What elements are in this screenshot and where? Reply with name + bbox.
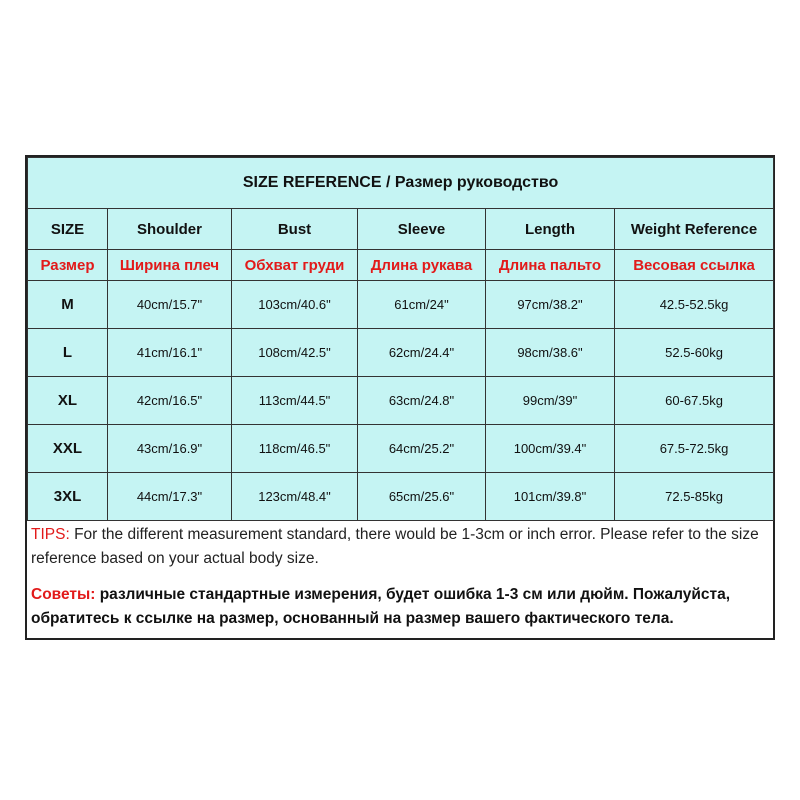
bust-cell: 118cm/46.5" <box>232 425 358 473</box>
length-cell: 98cm/38.6" <box>486 329 615 377</box>
length-cell: 101cm/39.8" <box>486 473 615 521</box>
tips-text: For the different measurement standard, there would be 1-3cm or inch error. Please refer to the size reference based on your actual body size. <box>31 526 759 567</box>
table-row <box>28 329 774 377</box>
length-cell: 97cm/38.2" <box>486 281 615 329</box>
length-cell: 99cm/39" <box>486 377 615 425</box>
weight-cell: 72.5-85kg <box>615 473 774 521</box>
size-cell: L <box>28 329 108 377</box>
header-size-ru: Размер <box>28 250 108 281</box>
bust-cell: 108cm/42.5" <box>232 329 358 377</box>
tips-section <box>27 521 773 631</box>
tips-label-ru: Советы: <box>31 586 96 603</box>
table-row <box>28 377 774 425</box>
header-sleeve-ru: Длина рукава <box>358 250 486 281</box>
shoulder-cell: 41cm/16.1" <box>108 329 232 377</box>
sleeve-cell: 63cm/24.8" <box>358 377 486 425</box>
table-row <box>28 473 774 521</box>
header-bust: Bust <box>232 209 358 250</box>
weight-cell: 52.5-60kg <box>615 329 774 377</box>
header-shoulder: Shoulder <box>108 209 232 250</box>
size-cell: M <box>28 281 108 329</box>
table-row <box>28 281 774 329</box>
header-size: SIZE <box>28 209 108 250</box>
weight-cell: 42.5-52.5kg <box>615 281 774 329</box>
shoulder-cell: 43cm/16.9" <box>108 425 232 473</box>
header-weight-ru: Весовая ссылка <box>615 250 774 281</box>
bust-cell: 103cm/40.6" <box>232 281 358 329</box>
sleeve-cell: 65cm/25.6" <box>358 473 486 521</box>
tips-english <box>31 523 769 571</box>
header-weight: Weight Reference <box>615 209 774 250</box>
shoulder-cell: 42cm/16.5" <box>108 377 232 425</box>
header-length-ru: Длина пальто <box>486 250 615 281</box>
size-cell: 3XL <box>28 473 108 521</box>
header-row-english <box>28 209 774 250</box>
shoulder-cell: 44cm/17.3" <box>108 473 232 521</box>
sleeve-cell: 61cm/24" <box>358 281 486 329</box>
bust-cell: 113cm/44.5" <box>232 377 358 425</box>
tips-text-ru: различные стандартные измерения, будет ошибка 1-3 см или дюйм. Пожалуйста, обратитесь к ссылке на размер, основанный на размер вашего фактического тела. <box>31 586 731 627</box>
header-bust-ru: Обхват груди <box>232 250 358 281</box>
weight-cell: 60-67.5kg <box>615 377 774 425</box>
size-chart <box>25 155 775 640</box>
weight-cell: 67.5-72.5kg <box>615 425 774 473</box>
size-cell: XL <box>28 377 108 425</box>
size-cell: XXL <box>28 425 108 473</box>
length-cell: 100cm/39.4" <box>486 425 615 473</box>
shoulder-cell: 40cm/15.7" <box>108 281 232 329</box>
sleeve-cell: 64cm/25.2" <box>358 425 486 473</box>
bust-cell: 123cm/48.4" <box>232 473 358 521</box>
header-shoulder-ru: Ширина плеч <box>108 250 232 281</box>
header-row-russian <box>28 250 774 281</box>
sleeve-cell: 62cm/24.4" <box>358 329 486 377</box>
header-sleeve: Sleeve <box>358 209 486 250</box>
tips-label: TIPS: <box>31 526 70 543</box>
header-length: Length <box>486 209 615 250</box>
size-table <box>27 157 774 521</box>
table-row <box>28 425 774 473</box>
table-title: SIZE REFERENCE / Размер руководство <box>28 158 774 209</box>
tips-russian <box>31 583 769 631</box>
